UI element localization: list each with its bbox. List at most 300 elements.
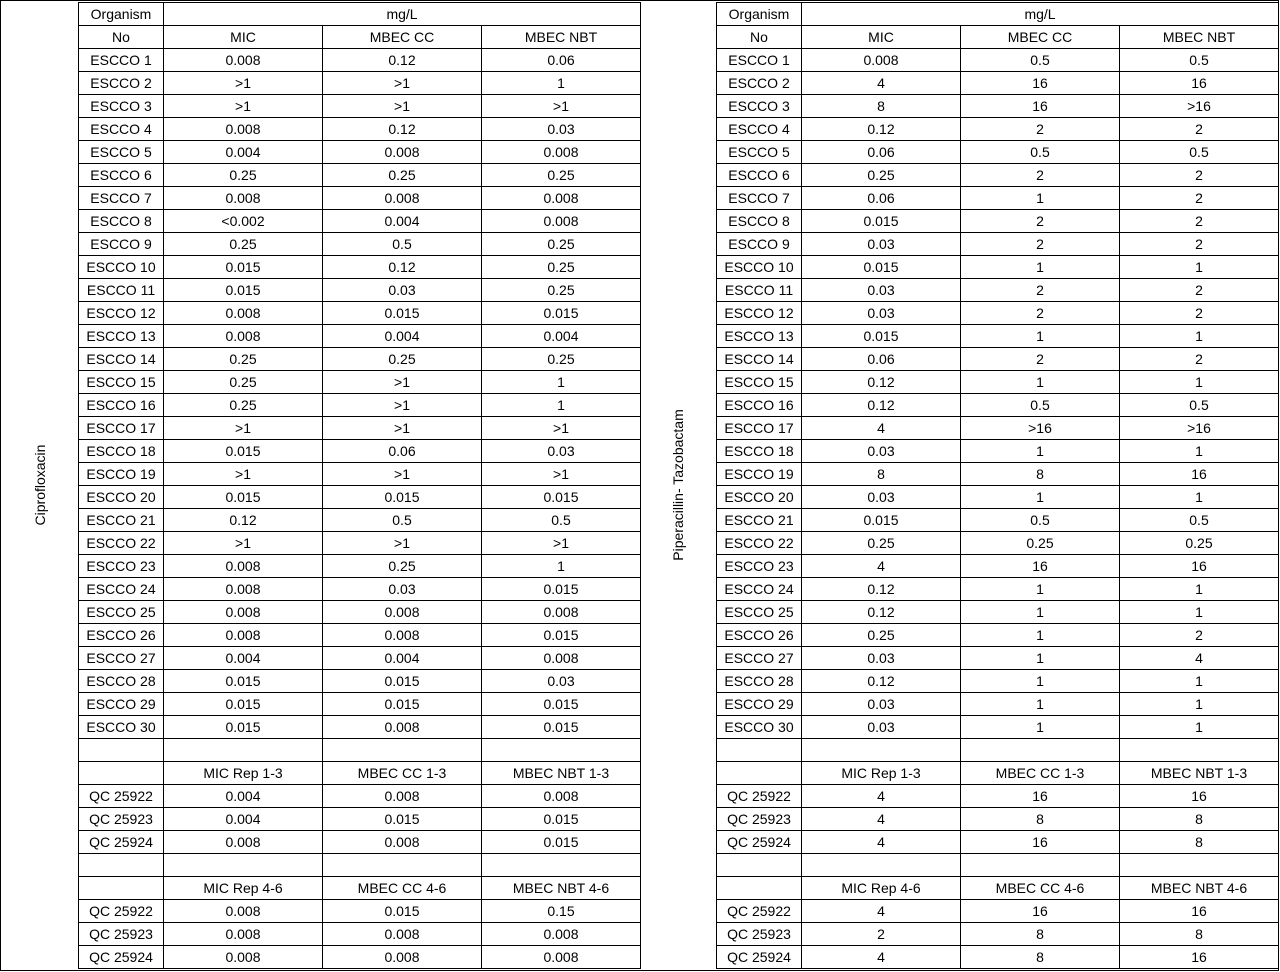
value-cell: 8	[961, 923, 1120, 946]
value-cell: 0.008	[164, 831, 323, 854]
value-cell: 0.008	[164, 900, 323, 923]
unit-header: mg/L	[802, 3, 1279, 26]
value-cell: 1	[961, 601, 1120, 624]
mbec-nbt-header: MBEC NBT	[482, 26, 641, 49]
value-cell: 1	[1120, 371, 1279, 394]
value-cell: 0.06	[802, 348, 961, 371]
organism-cell: ESCCO 28	[79, 670, 164, 693]
qc-row	[79, 946, 641, 969]
organism-cell: ESCCO 14	[79, 348, 164, 371]
value-cell: 16	[1120, 463, 1279, 486]
value-cell: 1	[961, 578, 1120, 601]
empty-cell	[1120, 739, 1279, 762]
table-row	[79, 463, 641, 486]
empty-cell	[482, 854, 641, 877]
value-cell: 0.25	[164, 164, 323, 187]
table-row	[79, 348, 641, 371]
left-table-body	[79, 3, 641, 969]
value-cell: 0.015	[323, 670, 482, 693]
value-cell: 1	[961, 371, 1120, 394]
table-row	[79, 394, 641, 417]
value-cell: 0.5	[323, 233, 482, 256]
value-cell: 0.25	[802, 624, 961, 647]
header-row-2	[79, 26, 641, 49]
qc-strain-cell: QC 25924	[717, 831, 802, 854]
left-drug-cell	[2, 2, 78, 968]
empty-cell	[323, 854, 482, 877]
table-row	[79, 49, 641, 72]
organism-cell: ESCCO 30	[79, 716, 164, 739]
right-table	[716, 2, 1279, 969]
value-cell: >1	[482, 532, 641, 555]
value-cell: 0.015	[164, 256, 323, 279]
organism-cell: ESCCO 15	[79, 371, 164, 394]
value-cell: 0.25	[164, 233, 323, 256]
value-cell: 1	[961, 670, 1120, 693]
value-cell: 0.015	[164, 670, 323, 693]
value-cell: 0.015	[802, 210, 961, 233]
value-cell: 0.008	[164, 555, 323, 578]
organism-cell: ESCCO 21	[79, 509, 164, 532]
qc-strain-cell: QC 25922	[717, 785, 802, 808]
organism-cell: ESCCO 26	[717, 624, 802, 647]
value-cell: 2	[1120, 187, 1279, 210]
organism-cell: ESCCO 11	[717, 279, 802, 302]
table-row	[79, 578, 641, 601]
value-cell: 0.015	[482, 808, 641, 831]
qc-row	[79, 900, 641, 923]
value-cell: 0.5	[961, 49, 1120, 72]
value-cell: 0.03	[482, 440, 641, 463]
table-row	[717, 555, 1279, 578]
value-cell: 0.008	[482, 141, 641, 164]
table-row	[79, 624, 641, 647]
value-cell: 0.5	[1120, 49, 1279, 72]
table-row	[717, 601, 1279, 624]
value-cell: 2	[961, 302, 1120, 325]
value-cell: 2	[961, 233, 1120, 256]
value-cell: 0.004	[482, 325, 641, 348]
left-panel	[78, 2, 641, 969]
qc-header-cell: MBEC NBT 4-6	[482, 877, 641, 900]
value-cell: 1	[1120, 693, 1279, 716]
qc-header-cell: MBEC NBT 1-3	[1120, 762, 1279, 785]
value-cell: 0.5	[482, 509, 641, 532]
table-row	[717, 164, 1279, 187]
table-row	[717, 325, 1279, 348]
value-cell: 0.25	[482, 279, 641, 302]
qc-header-cell: MBEC CC 4-6	[961, 877, 1120, 900]
qc-row	[79, 808, 641, 831]
value-cell: 0.25	[164, 394, 323, 417]
left-drug-label: Ciprofloxacin	[32, 444, 48, 526]
organism-no-header: No	[79, 26, 164, 49]
value-cell: 0.03	[802, 693, 961, 716]
value-cell: 0.12	[802, 394, 961, 417]
value-cell: 8	[802, 463, 961, 486]
organism-cell: ESCCO 5	[717, 141, 802, 164]
organism-cell: ESCCO 27	[79, 647, 164, 670]
value-cell: 1	[961, 624, 1120, 647]
table-row	[79, 716, 641, 739]
value-cell: 0.12	[802, 670, 961, 693]
table-row	[717, 49, 1279, 72]
organism-cell: ESCCO 6	[717, 164, 802, 187]
value-cell: 1	[482, 371, 641, 394]
value-cell: 0.03	[482, 670, 641, 693]
value-cell: 0.25	[482, 164, 641, 187]
value-cell: 0.008	[164, 118, 323, 141]
value-cell: 0.015	[164, 486, 323, 509]
qc-header-cell	[717, 877, 802, 900]
value-cell: 0.015	[482, 831, 641, 854]
table-row	[79, 95, 641, 118]
table-row	[717, 417, 1279, 440]
value-cell: >16	[961, 417, 1120, 440]
left-table	[78, 2, 641, 969]
value-cell: 0.03	[482, 118, 641, 141]
value-cell: >16	[1120, 95, 1279, 118]
right-table-body	[717, 3, 1279, 969]
value-cell: 0.008	[482, 647, 641, 670]
value-cell: 0.015	[802, 325, 961, 348]
value-cell: 0.5	[961, 509, 1120, 532]
value-cell: 0.25	[482, 256, 641, 279]
qc-row	[717, 900, 1279, 923]
value-cell: >16	[1120, 417, 1279, 440]
value-cell: 0.004	[164, 647, 323, 670]
value-cell: 0.12	[323, 118, 482, 141]
empty-cell	[79, 739, 164, 762]
organism-cell: ESCCO 18	[717, 440, 802, 463]
organism-cell: ESCCO 23	[717, 555, 802, 578]
value-cell: 0.5	[961, 141, 1120, 164]
organism-cell: ESCCO 23	[79, 555, 164, 578]
qc-header-cell: MBEC CC 1-3	[961, 762, 1120, 785]
value-cell: 0.12	[323, 256, 482, 279]
qc-row	[717, 808, 1279, 831]
value-cell: 0.06	[802, 141, 961, 164]
value-cell: 0.008	[802, 49, 961, 72]
table-row	[79, 601, 641, 624]
qc-strain-cell: QC 25922	[79, 785, 164, 808]
organism-cell: ESCCO 10	[79, 256, 164, 279]
qc-header-cell	[717, 762, 802, 785]
value-cell: 0.03	[802, 440, 961, 463]
value-cell: 8	[1120, 831, 1279, 854]
value-cell: 0.03	[802, 302, 961, 325]
value-cell: 0.008	[482, 187, 641, 210]
organism-cell: ESCCO 25	[717, 601, 802, 624]
table-row	[717, 693, 1279, 716]
qc-strain-cell: QC 25922	[717, 900, 802, 923]
value-cell: 0.008	[323, 785, 482, 808]
value-cell: 1	[1120, 578, 1279, 601]
value-cell: 0.008	[323, 946, 482, 969]
value-cell: 0.25	[323, 164, 482, 187]
value-cell: 8	[1120, 923, 1279, 946]
organism-cell: ESCCO 5	[79, 141, 164, 164]
right-drug-label: Piperacillin- Tazobactam	[670, 409, 686, 561]
qc-row	[717, 831, 1279, 854]
organism-cell: ESCCO 7	[79, 187, 164, 210]
qc-strain-cell: QC 25923	[717, 808, 802, 831]
value-cell: 0.015	[164, 716, 323, 739]
table-row	[79, 187, 641, 210]
organism-cell: ESCCO 13	[717, 325, 802, 348]
table-row	[79, 417, 641, 440]
value-cell: 0.004	[164, 785, 323, 808]
value-cell: >1	[164, 463, 323, 486]
table-row	[79, 118, 641, 141]
value-cell: 0.015	[802, 256, 961, 279]
qc-header-cell: MIC Rep 1-3	[164, 762, 323, 785]
organism-cell: ESCCO 9	[79, 233, 164, 256]
table-row	[79, 72, 641, 95]
value-cell: 16	[961, 831, 1120, 854]
table-row	[717, 371, 1279, 394]
organism-cell: ESCCO 30	[717, 716, 802, 739]
organism-cell: ESCCO 16	[717, 394, 802, 417]
value-cell: 8	[961, 946, 1120, 969]
organism-cell: ESCCO 12	[717, 302, 802, 325]
value-cell: 4	[802, 555, 961, 578]
organism-cell: ESCCO 26	[79, 624, 164, 647]
value-cell: 0.12	[164, 509, 323, 532]
organism-cell: ESCCO 29	[79, 693, 164, 716]
qc-row	[717, 923, 1279, 946]
right-panel	[716, 2, 1279, 969]
value-cell: 0.12	[802, 371, 961, 394]
spacer-row	[79, 854, 641, 877]
empty-cell	[164, 739, 323, 762]
organism-cell: ESCCO 14	[717, 348, 802, 371]
value-cell: 2	[802, 923, 961, 946]
value-cell: 4	[802, 900, 961, 923]
table-row	[717, 647, 1279, 670]
value-cell: 2	[1120, 624, 1279, 647]
table-row	[717, 256, 1279, 279]
table-row	[79, 532, 641, 555]
table-row	[717, 141, 1279, 164]
header-row-2	[717, 26, 1279, 49]
table-row	[79, 509, 641, 532]
value-cell: 0.015	[164, 279, 323, 302]
value-cell: 0.015	[323, 693, 482, 716]
value-cell: >1	[323, 417, 482, 440]
value-cell: >1	[323, 394, 482, 417]
header-row-1	[717, 3, 1279, 26]
value-cell: 1	[961, 693, 1120, 716]
value-cell: 16	[961, 785, 1120, 808]
value-cell: 0.06	[802, 187, 961, 210]
organism-cell: ESCCO 8	[79, 210, 164, 233]
value-cell: 1	[961, 486, 1120, 509]
value-cell: >1	[323, 532, 482, 555]
value-cell: 0.25	[1120, 532, 1279, 555]
organism-cell: ESCCO 1	[717, 49, 802, 72]
value-cell: 2	[1120, 348, 1279, 371]
organism-cell: ESCCO 11	[79, 279, 164, 302]
table-row	[79, 486, 641, 509]
spacer-row	[717, 739, 1279, 762]
value-cell: 16	[1120, 72, 1279, 95]
organism-cell: ESCCO 10	[717, 256, 802, 279]
value-cell: 0.015	[164, 693, 323, 716]
value-cell: 0.03	[802, 233, 961, 256]
qc-strain-cell: QC 25923	[79, 808, 164, 831]
empty-cell	[802, 739, 961, 762]
organism-header: Organism	[79, 3, 164, 26]
table-row	[717, 486, 1279, 509]
qc-strain-cell: QC 25923	[79, 923, 164, 946]
organism-cell: ESCCO 9	[717, 233, 802, 256]
qc-header-row	[79, 877, 641, 900]
qc-strain-cell: QC 25924	[79, 946, 164, 969]
table-row	[717, 440, 1279, 463]
value-cell: >1	[323, 95, 482, 118]
qc-strain-cell: QC 25923	[717, 923, 802, 946]
value-cell: 0.25	[323, 555, 482, 578]
value-cell: 0.008	[482, 601, 641, 624]
qc-header-cell: MIC Rep 4-6	[802, 877, 961, 900]
value-cell: 1	[961, 716, 1120, 739]
table-row	[717, 187, 1279, 210]
value-cell: 0.03	[323, 279, 482, 302]
table-row	[79, 693, 641, 716]
value-cell: 16	[1120, 946, 1279, 969]
organism-cell: ESCCO 20	[79, 486, 164, 509]
organism-cell: ESCCO 1	[79, 49, 164, 72]
qc-header-row	[79, 762, 641, 785]
value-cell: 1	[961, 325, 1120, 348]
value-cell: 0.008	[482, 923, 641, 946]
value-cell: 16	[961, 555, 1120, 578]
table-row	[717, 210, 1279, 233]
empty-cell	[482, 739, 641, 762]
value-cell: 0.25	[164, 371, 323, 394]
value-cell: 0.03	[802, 279, 961, 302]
qc-row	[79, 785, 641, 808]
value-cell: 0.12	[323, 49, 482, 72]
value-cell: 0.5	[1120, 141, 1279, 164]
value-cell: 2	[961, 348, 1120, 371]
value-cell: 0.008	[164, 187, 323, 210]
value-cell: 0.25	[802, 164, 961, 187]
organism-cell: ESCCO 22	[717, 532, 802, 555]
value-cell: 2	[1120, 279, 1279, 302]
unit-header: mg/L	[164, 3, 641, 26]
table-row	[79, 302, 641, 325]
organism-cell: ESCCO 17	[79, 417, 164, 440]
organism-cell: ESCCO 20	[717, 486, 802, 509]
qc-header-cell: MIC Rep 1-3	[802, 762, 961, 785]
value-cell: 0.5	[1120, 394, 1279, 417]
value-cell: 2	[1120, 164, 1279, 187]
value-cell: 2	[961, 279, 1120, 302]
value-cell: 0.008	[164, 601, 323, 624]
value-cell: 16	[1120, 785, 1279, 808]
empty-cell	[717, 854, 802, 877]
value-cell: 2	[1120, 118, 1279, 141]
value-cell: >1	[164, 532, 323, 555]
table-row	[79, 440, 641, 463]
qc-strain-cell: QC 25924	[717, 946, 802, 969]
qc-header-cell: MBEC NBT 4-6	[1120, 877, 1279, 900]
value-cell: 0.008	[164, 325, 323, 348]
table-row	[717, 463, 1279, 486]
mic-header: MIC	[802, 26, 961, 49]
value-cell: 16	[961, 900, 1120, 923]
value-cell: >1	[164, 72, 323, 95]
value-cell: 0.008	[323, 716, 482, 739]
value-cell: >1	[164, 95, 323, 118]
value-cell: >1	[482, 417, 641, 440]
value-cell: 1	[482, 555, 641, 578]
organism-cell: ESCCO 7	[717, 187, 802, 210]
table-row	[717, 578, 1279, 601]
value-cell: 0.008	[164, 946, 323, 969]
value-cell: 0.008	[164, 923, 323, 946]
empty-cell	[1120, 854, 1279, 877]
value-cell: 0.12	[802, 578, 961, 601]
value-cell: 0.25	[482, 233, 641, 256]
qc-strain-cell: QC 25924	[79, 831, 164, 854]
table-row	[717, 95, 1279, 118]
value-cell: 0.008	[323, 141, 482, 164]
value-cell: 0.015	[802, 509, 961, 532]
value-cell: 0.008	[323, 624, 482, 647]
value-cell: 0.5	[323, 509, 482, 532]
qc-header-cell	[79, 762, 164, 785]
organism-cell: ESCCO 6	[79, 164, 164, 187]
value-cell: 0.008	[482, 946, 641, 969]
organism-cell: ESCCO 4	[79, 118, 164, 141]
value-cell: 4	[802, 831, 961, 854]
value-cell: 0.004	[323, 647, 482, 670]
value-cell: 0.008	[482, 210, 641, 233]
value-cell: 0.5	[1120, 509, 1279, 532]
value-cell: 0.015	[323, 900, 482, 923]
value-cell: >1	[482, 95, 641, 118]
value-cell: 1	[1120, 670, 1279, 693]
value-cell: 0.06	[323, 440, 482, 463]
value-cell: 4	[802, 808, 961, 831]
value-cell: >1	[323, 371, 482, 394]
value-cell: 0.015	[482, 693, 641, 716]
table-row	[717, 532, 1279, 555]
organism-cell: ESCCO 3	[79, 95, 164, 118]
value-cell: 0.25	[164, 348, 323, 371]
qc-strain-cell: QC 25922	[79, 900, 164, 923]
table-row	[717, 233, 1279, 256]
value-cell: 0.5	[961, 394, 1120, 417]
spacer-row	[79, 739, 641, 762]
mic-header: MIC	[164, 26, 323, 49]
table-row	[79, 670, 641, 693]
value-cell: 0.015	[323, 486, 482, 509]
organism-cell: ESCCO 27	[717, 647, 802, 670]
value-cell: 2	[961, 164, 1120, 187]
table-row	[79, 164, 641, 187]
value-cell: 0.15	[482, 900, 641, 923]
value-cell: 16	[961, 72, 1120, 95]
qc-row	[79, 923, 641, 946]
qc-header-cell: MBEC CC 1-3	[323, 762, 482, 785]
organism-cell: ESCCO 25	[79, 601, 164, 624]
mbec-cc-header: MBEC CC	[961, 26, 1120, 49]
value-cell: 0.008	[323, 831, 482, 854]
